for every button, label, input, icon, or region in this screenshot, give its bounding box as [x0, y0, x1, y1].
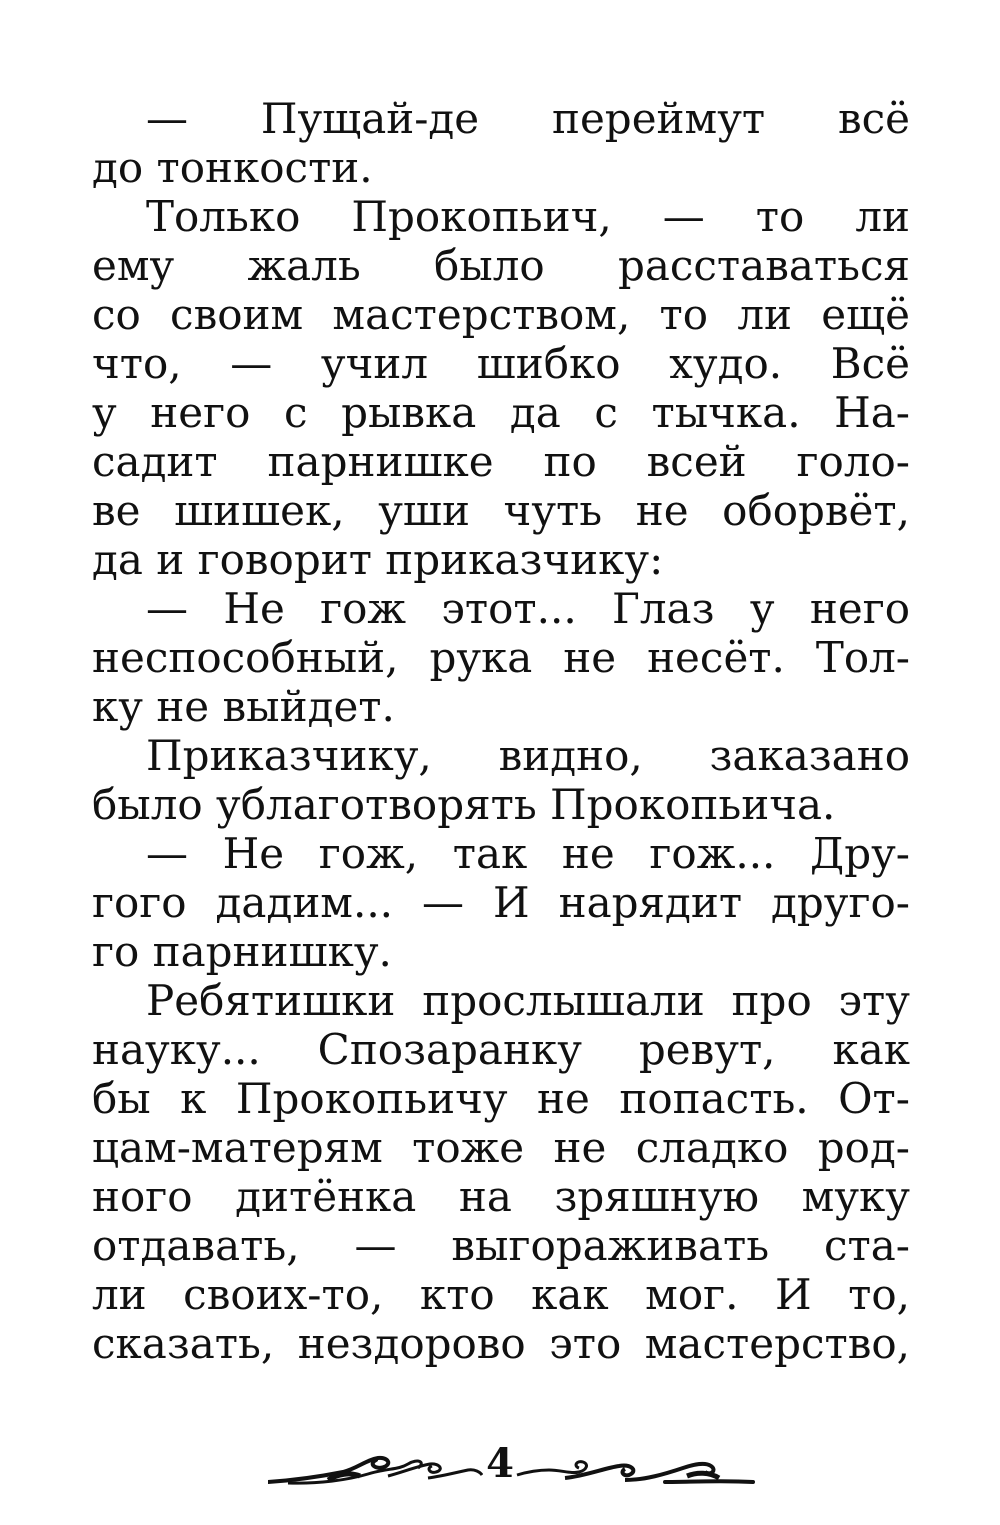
text-line: Только Прокопьич, — то ли	[146, 192, 910, 241]
text-line: садит парнишке по всей голо-	[92, 437, 910, 486]
text-line: науку... Спозаранку ревут, как	[92, 1025, 910, 1074]
text-line: ему жаль было расставаться	[92, 241, 910, 290]
flourish-left-ornament	[268, 1450, 483, 1490]
text-line: — Не гож, так не гож... Дру-	[146, 829, 910, 878]
text-line: цам-матерям тоже не сладко род-	[92, 1123, 910, 1172]
page-footer	[0, 1440, 1000, 1500]
text-line: неспособный, рука не несёт. Тол-	[92, 633, 910, 682]
text-line: да и говорит приказчику:	[92, 535, 664, 584]
text-line: было ублаготворять Прокопьича.	[92, 780, 836, 829]
text-line: до тонкости.	[92, 143, 373, 192]
text-line: Ребятишки прослышали про эту	[146, 976, 910, 1025]
text-line: сказать, нездорово это мастерство,	[92, 1319, 910, 1368]
text-line: что, — учил шибко худо. Всё	[92, 339, 910, 388]
text-line: гого дадим... — И нарядит друго-	[92, 878, 910, 927]
text-line: го парнишку.	[92, 927, 392, 976]
text-line: отдавать, — выгораживать ста-	[92, 1221, 910, 1270]
text-line: бы к Прокопьичу не попасть. От-	[92, 1074, 910, 1123]
text-line: ку не выйдет.	[92, 682, 395, 731]
text-line: ве шишек, уши чуть не оборвёт,	[92, 486, 910, 535]
text-line: Приказчику, видно, заказано	[146, 731, 910, 780]
text-line: — Пущай-де переймут всё	[146, 94, 910, 143]
text-line: у него с рывка да с тычка. На-	[92, 388, 910, 437]
text-line: ного дитёнка на зряшную муку	[92, 1172, 910, 1221]
page-number: 4	[486, 1440, 514, 1487]
text-line: со своим мастерством, то ли ещё	[92, 290, 910, 339]
text-line: ли своих-то, кто как мог. И то,	[92, 1270, 910, 1319]
text-line: — Не гож этот... Глаз у него	[146, 584, 910, 633]
body-text	[92, 94, 910, 1368]
flourish-right-ornament	[515, 1450, 755, 1490]
